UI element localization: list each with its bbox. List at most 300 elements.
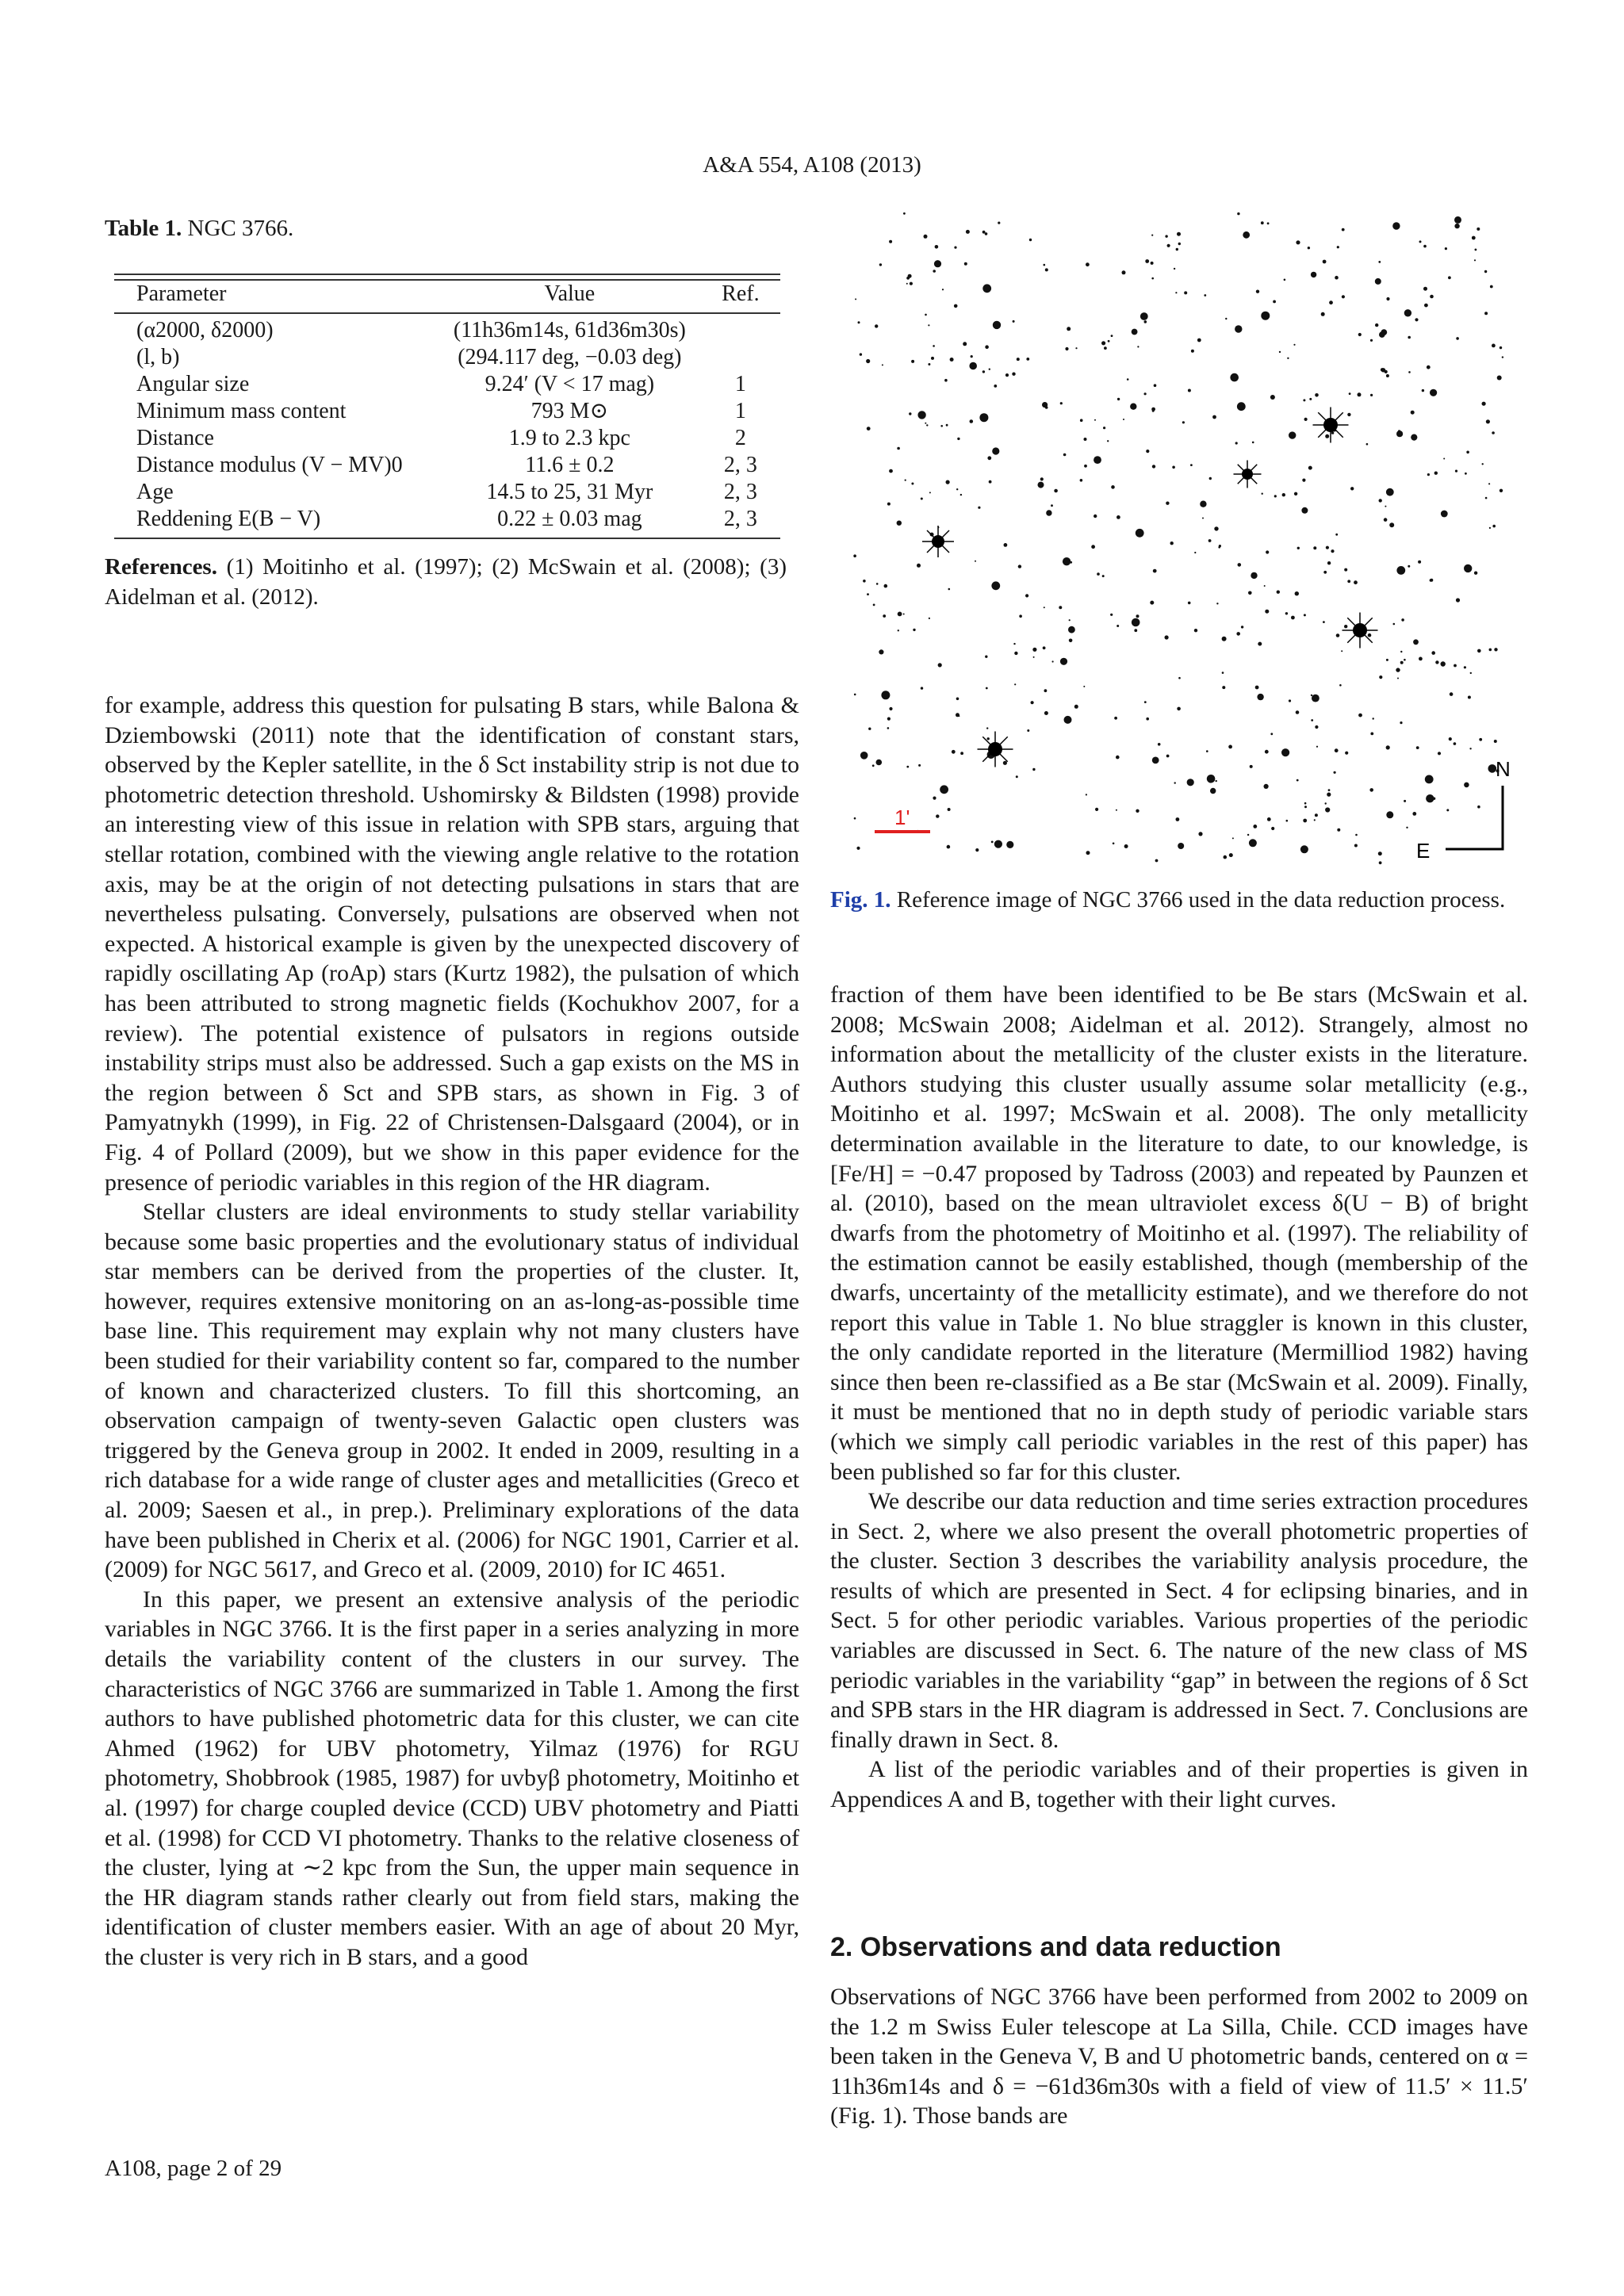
star [1335, 534, 1338, 536]
star [1304, 806, 1307, 808]
star [960, 752, 963, 755]
star [1335, 276, 1339, 280]
star [1368, 633, 1372, 637]
star [1241, 626, 1243, 628]
star [1136, 809, 1139, 813]
table-cell-param: Minimum mass content [136, 399, 347, 423]
star [942, 289, 944, 290]
star [1013, 320, 1015, 323]
star [1117, 398, 1120, 400]
star [1312, 695, 1320, 702]
star [1347, 580, 1350, 583]
star [1017, 358, 1020, 361]
star [1200, 501, 1206, 507]
star [1116, 515, 1120, 519]
star [1184, 291, 1187, 294]
star [1502, 356, 1503, 358]
star [1489, 527, 1491, 529]
star [1172, 466, 1175, 469]
star [969, 362, 977, 370]
star [1044, 711, 1048, 715]
star [1331, 431, 1334, 434]
table-cell-param: Angular size [136, 372, 250, 396]
star [1046, 510, 1051, 515]
star [1336, 633, 1340, 637]
star [1325, 807, 1330, 812]
table-cell-ref: 2, 3 [723, 507, 757, 531]
star [903, 614, 905, 615]
star [1412, 812, 1416, 816]
star [1051, 504, 1053, 507]
table-cell-value: 11.6 ± 0.2 [525, 453, 615, 477]
star [933, 270, 936, 273]
star [897, 447, 900, 450]
star [1441, 661, 1446, 666]
star [1282, 493, 1285, 496]
star [1335, 748, 1339, 752]
star [1354, 844, 1358, 848]
star [987, 737, 990, 740]
star [1212, 415, 1216, 419]
star [1136, 614, 1139, 618]
star [970, 419, 974, 423]
star [1274, 495, 1277, 497]
star [867, 593, 869, 595]
star [1265, 610, 1269, 614]
star [1146, 718, 1149, 721]
star [1084, 465, 1087, 468]
star [1456, 337, 1459, 340]
star [1308, 466, 1312, 470]
star [860, 752, 868, 760]
star [1314, 819, 1316, 821]
star [1291, 616, 1295, 620]
star [952, 750, 956, 754]
star [982, 284, 991, 293]
star [989, 369, 990, 370]
star [1311, 272, 1316, 277]
star [1069, 639, 1073, 643]
star [1448, 276, 1451, 279]
table-cell-param: Distance modulus (V − MV)0 [136, 453, 403, 477]
star [1151, 277, 1154, 280]
star [911, 483, 914, 485]
star [1350, 487, 1354, 490]
star [950, 358, 954, 362]
star [1454, 742, 1457, 745]
star [1419, 657, 1423, 661]
star [1404, 659, 1406, 661]
paragraph: We describe our data reduction and time series extraction procedures in Sect. 2, where we also present the overall photometric properties of the cluster. Section 3 describes the variability analysis procedure, the results of which are presented in Sect. 4 for eclipsing binaries, and in Sect. 5 for other periodic variables. Various properties of the periodic variables are discussed in Sect. 6. The nature of the new class of MS periodic variables in the variability “gap” in between the regions of δ Sct and SPB stars in the HR diagram is addressed in Sect. 7. Conclusions are finally drawn in Sect. 8. [830, 1488, 1528, 1753]
star [1484, 270, 1487, 273]
star [1386, 745, 1390, 749]
star [957, 438, 959, 440]
star [1127, 378, 1129, 381]
star [1433, 798, 1435, 800]
star [1065, 347, 1068, 350]
star [1116, 625, 1119, 627]
star [1032, 768, 1035, 771]
star [1044, 607, 1045, 608]
table-row [114, 425, 780, 452]
star [1025, 594, 1028, 597]
star [1430, 389, 1437, 396]
star [1489, 767, 1493, 771]
star [1289, 699, 1291, 702]
star [853, 554, 856, 557]
star [1032, 648, 1036, 652]
star [867, 427, 871, 430]
star [1425, 775, 1434, 784]
star [1427, 473, 1430, 476]
star [1323, 621, 1325, 623]
star [1341, 650, 1342, 652]
star [1166, 502, 1169, 505]
table-cell-value: 1.9 to 2.3 kpc [508, 426, 630, 450]
table-body [114, 317, 780, 533]
star [1216, 780, 1217, 782]
star [1207, 775, 1216, 783]
star [1104, 346, 1107, 350]
star [1165, 235, 1167, 237]
star [1261, 312, 1270, 320]
star [933, 797, 936, 800]
star [975, 848, 979, 851]
table-cell-ref: 2, 3 [723, 480, 757, 504]
star [985, 232, 988, 235]
star [1488, 483, 1490, 484]
star [1301, 507, 1308, 514]
star [1209, 477, 1212, 480]
bright-star [978, 732, 1013, 767]
star [1038, 482, 1044, 488]
star [1152, 465, 1155, 468]
star [992, 447, 999, 454]
star [1304, 614, 1306, 616]
star [889, 240, 892, 243]
star [1198, 832, 1202, 836]
star [1026, 358, 1029, 361]
star [1140, 312, 1148, 320]
star [1400, 651, 1402, 652]
star [1188, 602, 1191, 605]
star [1379, 499, 1382, 502]
star [1427, 365, 1431, 369]
star [954, 247, 956, 249]
star [1044, 689, 1048, 692]
table-cell-ref: 2 [734, 426, 746, 450]
table-cell-ref [701, 317, 780, 344]
star [1400, 721, 1402, 724]
star [906, 766, 909, 768]
star [872, 764, 875, 767]
star [1091, 545, 1095, 549]
star [1086, 794, 1087, 795]
star [1408, 336, 1411, 339]
star [1094, 515, 1097, 518]
star [1124, 844, 1128, 848]
star [1194, 629, 1197, 632]
star [1004, 543, 1008, 547]
star [948, 808, 951, 811]
star [940, 785, 948, 794]
star [1454, 216, 1461, 224]
star [897, 521, 902, 526]
star [1366, 443, 1369, 446]
star [875, 324, 878, 327]
star [854, 817, 856, 820]
star [1044, 264, 1046, 266]
table-cell-value: 0.22 ± 0.03 mag [497, 507, 642, 531]
star [1443, 458, 1445, 460]
star [1413, 639, 1419, 645]
star [1054, 489, 1058, 493]
star [1370, 339, 1373, 342]
star [1005, 373, 1009, 377]
table-cell-param: (l, b) [136, 345, 180, 369]
star [994, 840, 1002, 848]
star [1029, 239, 1032, 241]
section-2-title: 2. Observations and data reduction [830, 1932, 1281, 1962]
star [921, 498, 923, 500]
star [1152, 757, 1159, 764]
star [905, 480, 906, 481]
star [1158, 743, 1161, 746]
star [1137, 346, 1139, 347]
star [956, 698, 959, 701]
section-2-body [830, 1982, 1528, 2131]
star [1086, 262, 1090, 266]
star [931, 357, 934, 360]
star [855, 298, 856, 300]
star [1286, 820, 1289, 822]
star [868, 728, 871, 730]
star [1489, 649, 1492, 652]
star [1396, 668, 1400, 672]
star [1474, 572, 1477, 575]
star [1086, 851, 1090, 855]
star [1188, 389, 1191, 392]
star [1178, 677, 1181, 679]
star [979, 413, 988, 422]
star [1456, 598, 1460, 602]
star [1251, 572, 1257, 579]
bright-star [922, 526, 954, 557]
star [1075, 347, 1077, 349]
star [1045, 268, 1048, 271]
star [933, 345, 935, 347]
star [1248, 591, 1252, 595]
star [1492, 525, 1496, 528]
star [1386, 659, 1388, 661]
star [956, 488, 958, 490]
star [1316, 746, 1318, 748]
star [1477, 228, 1480, 231]
star [1067, 327, 1071, 331]
star [1385, 506, 1386, 507]
star [1358, 714, 1362, 718]
star [1326, 546, 1329, 549]
star [1267, 817, 1271, 821]
star [1285, 612, 1288, 614]
star [1325, 802, 1327, 804]
table-row [114, 479, 780, 506]
star [887, 718, 891, 721]
star [1386, 374, 1389, 377]
table-cell-ref: 1 [734, 372, 746, 396]
star [960, 494, 962, 496]
star [1474, 259, 1476, 261]
star [1323, 571, 1327, 574]
star [1438, 752, 1441, 755]
star [1191, 350, 1194, 353]
star [1378, 261, 1381, 263]
star [1043, 646, 1046, 649]
star [1323, 260, 1327, 264]
star [1375, 278, 1381, 285]
star [917, 411, 925, 419]
star [1154, 384, 1157, 387]
star [1018, 564, 1021, 568]
star [1297, 779, 1299, 782]
star [1224, 855, 1228, 859]
star [929, 618, 930, 619]
star [1396, 430, 1403, 437]
star [1494, 740, 1497, 743]
star [1177, 232, 1181, 236]
star [1281, 748, 1289, 756]
star [1130, 404, 1136, 410]
star [1344, 568, 1347, 572]
star [1264, 585, 1266, 587]
star [1206, 750, 1208, 752]
star [946, 480, 950, 484]
star [1114, 717, 1117, 720]
star [1134, 629, 1137, 632]
star [879, 263, 882, 266]
star [1270, 733, 1273, 735]
star [938, 663, 942, 667]
star [1416, 746, 1419, 749]
star [1176, 248, 1178, 251]
compass-arrows [1446, 786, 1503, 849]
star [1293, 344, 1295, 346]
star [1423, 245, 1427, 248]
star [982, 370, 985, 373]
star [1202, 518, 1204, 519]
star [1386, 488, 1394, 496]
star [1232, 837, 1234, 839]
star [1369, 788, 1373, 792]
star [1170, 541, 1174, 545]
star [1219, 545, 1221, 547]
star [1500, 346, 1502, 349]
table-row [114, 371, 780, 398]
star [1243, 232, 1250, 239]
star [1389, 522, 1394, 527]
star [863, 580, 866, 583]
star [1404, 309, 1411, 316]
star [1347, 413, 1350, 416]
star [1019, 614, 1022, 618]
table-row [114, 506, 780, 533]
table-cell-value: 9.24′ (V < 17 mag) [485, 372, 655, 396]
star [971, 355, 973, 358]
star [946, 424, 948, 427]
star [1080, 419, 1083, 422]
star [1132, 618, 1140, 627]
star [1176, 817, 1180, 821]
star [1238, 563, 1242, 567]
star [1337, 246, 1339, 248]
table-1 [105, 216, 787, 539]
star [1296, 710, 1300, 714]
star [1216, 603, 1218, 604]
star [989, 480, 992, 484]
star [1386, 297, 1389, 300]
star [1408, 565, 1410, 568]
star [1468, 696, 1471, 699]
star [947, 845, 951, 849]
star [1252, 442, 1254, 444]
star [1434, 472, 1438, 475]
star [1116, 756, 1120, 760]
star [928, 324, 929, 326]
star [924, 235, 928, 239]
paragraph: for example, address this question for pulsating B stars, while Balona & Dziembowski (2011) note that the identification of constant stars, observed by the Kepler satellite, in the δ Sct instability strip is not due to photometric detection threshold. Ushomirsky & Bildsten (1998) provide an interesting view of this issue in relation with SPB stars, arguing that stellar rotation, combined with the viewing angle relative to the rotation axis, may be at the origin of not detecting pulsations in stars that are nevertheless pulsating. Conversely, pulsations are observed when not expected. A historical example is given by the unexpected discovery of rapidly oscillating Ap (roAp) stars (Kurtz 1982), the pulsation of which has been attributed to strong magnetic fields (Kochukhov 2007, for a review). The potential existence of pulsators in regions outside instability strips must also be addressed. Such a gap exists on the MS in the region between δ Sct and SPB stars, as shown in Fig. 3 of Pamyatnykh (1999), in Fig. 22 of Christensen-Dalsgaard (2004), or in Fig. 4 of Pollard (2009), but we show in this paper evidence for the presence of periodic variables in this region of the HR diagram. [105, 692, 799, 1196]
star [1430, 579, 1432, 581]
star [1003, 761, 1007, 765]
star [1256, 290, 1259, 293]
bright-star [1313, 408, 1349, 443]
star [881, 691, 890, 699]
star [1472, 236, 1476, 240]
star [1108, 340, 1110, 342]
star [1013, 643, 1015, 645]
star [1247, 834, 1249, 836]
star [1145, 259, 1149, 263]
star [1445, 247, 1447, 250]
star [993, 321, 1001, 329]
star [948, 588, 951, 591]
star [1287, 358, 1289, 359]
star [1423, 287, 1427, 291]
star [1194, 552, 1196, 553]
figure-1-caption: Fig. 1. Reference image of NGC 3766 used in the data reduction process. [830, 887, 1506, 913]
star [876, 760, 883, 766]
star [1373, 718, 1374, 719]
table-row [114, 452, 780, 479]
star [1401, 618, 1404, 622]
star [1069, 619, 1071, 621]
star [1337, 828, 1340, 832]
table-cell-param: Distance [136, 426, 214, 450]
figure-1-star-field [851, 209, 1509, 874]
star [986, 687, 988, 690]
table-top-rule [114, 274, 780, 281]
star [1384, 518, 1388, 522]
star [1178, 243, 1181, 245]
star [1267, 222, 1270, 224]
paragraph: Stellar clusters are ideal environments to study stellar variability because some basic properties and the evolutionary status of individual star members can be derived from the properties of the cluster. It, however, requires extensive monitoring on an as-long-as-possible time base line. This requirement may explain why not many clusters have been studied for their variability content so far, compared to the number of known and characterized clusters. To fill this shortcoming, an observation campaign of twenty-seven Galactic open clusters was triggered by the Geneva group in 2002. It ended in 2009, resulting in a rich database for a wide range of cluster ages and metallicities (Greco et al. 2009; Saesen et al., in prep.). Preliminary explorations of the data have been published in Cherix et al. (2006) for NGC 1901, Carrier et al. (2009) for NGC 5617, and Greco et al. (2009, 2010) for IC 4651. [105, 1199, 799, 1583]
star [1450, 692, 1454, 696]
star [1031, 701, 1034, 704]
star [1321, 312, 1325, 316]
star [1396, 566, 1405, 575]
star [1266, 550, 1269, 553]
table-cell-value: (11h36m14s, 61d36m30s) [453, 318, 686, 342]
star [940, 425, 943, 427]
